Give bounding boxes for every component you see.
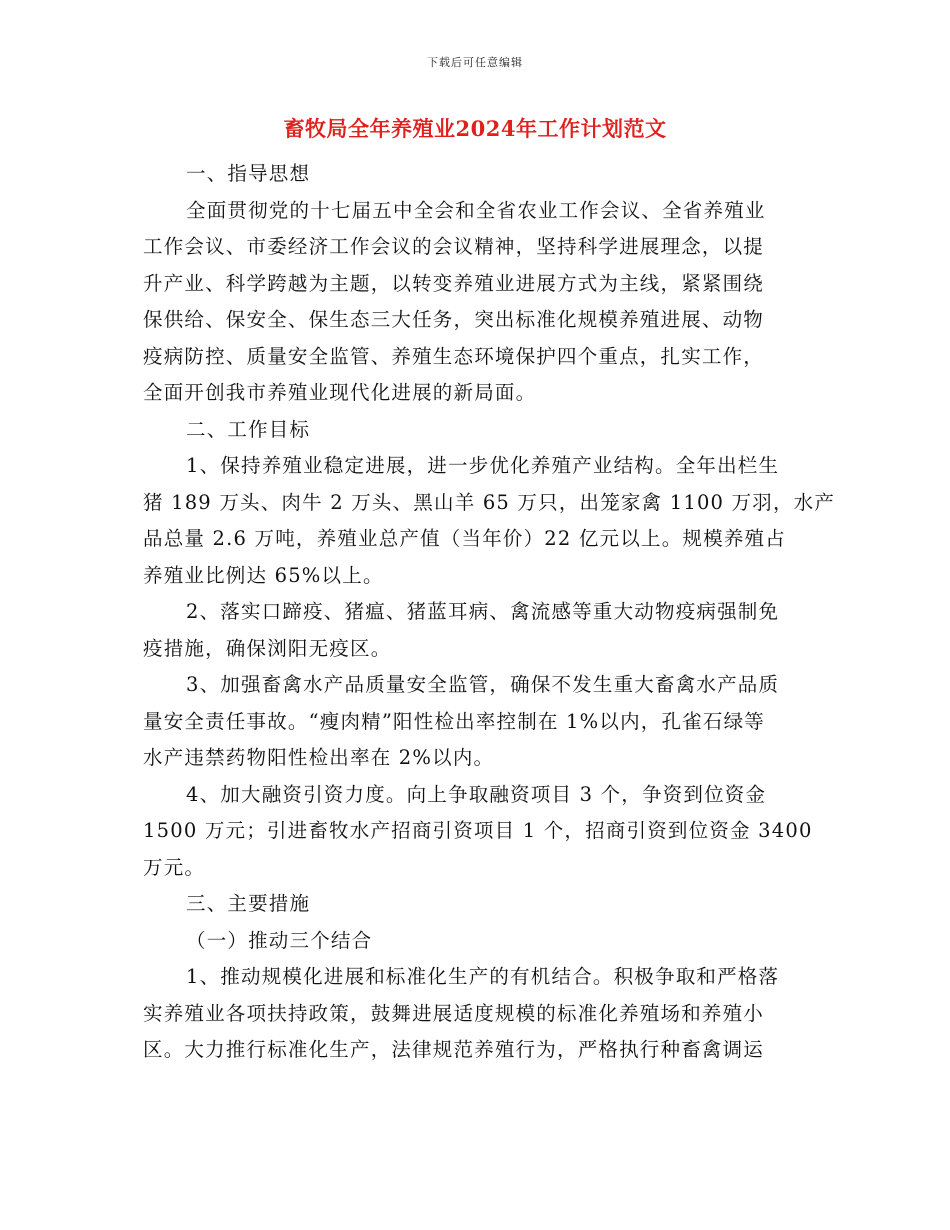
document-body	[143, 156, 836, 1069]
paragraph-line: 养殖业比例达 65%以上。	[143, 563, 384, 587]
section-heading-work-goals: 二、工作目标	[186, 417, 311, 441]
paragraph-line: 1、保持养殖业稳定进展，进一步优化养殖产业结构。全年出栏生	[186, 454, 780, 477]
paragraph-line: 量安全责任事故。“瘦肉精”阳性检出率控制在 1%以内，孔雀石绿等	[143, 709, 765, 733]
document-title: 畜牧局全年养殖业2024年工作计划范文	[283, 116, 667, 141]
header-note: 下载后可任意编辑	[427, 56, 523, 69]
paragraph-line: 工作会议、市委经济工作会议的会议精神，坚持科学进展理念，以提	[143, 235, 765, 258]
paragraph-line: 实养殖业各项扶持政策，鼓舞进展适度规模的标准化养殖场和养殖小	[143, 1001, 765, 1025]
paragraph-line: 1500 万元；引进畜牧水产招商引资项目 1 个，招商引资到位资金 3400	[143, 819, 813, 842]
paragraph-line: 疫病防控、质量安全监管、养殖生态环境保护四个重点，扎实工作，	[143, 344, 765, 368]
paragraph-line: 全面开创我市养殖业现代化进展的新局面。	[143, 381, 537, 404]
paragraph-line: 水产违禁药物阳性检出率在 2%以内。	[143, 746, 495, 769]
paragraph-line: 万元。	[143, 855, 206, 879]
paragraph-line: 猪 189 万头、肉牛 2 万头、黑山羊 65 万只，出笼家禽 1100 万羽，水产	[143, 490, 836, 514]
paragraph-line: 疫措施，确保浏阳无疫区。	[143, 636, 392, 660]
paragraph-line: 2、落实口蹄疫、猪瘟、猪蓝耳病、禽流感等重大动物疫病强制免	[186, 600, 780, 623]
paragraph-line: 升产业、科学跨越为主题，以转变养殖业进展方式为主线，紧紧围绕	[143, 271, 765, 295]
section-heading-main-measures: 三、主要措施	[186, 892, 311, 915]
paragraph-line: 全面贯彻党的十七届五中全会和全省农业工作会议、全省养殖业	[186, 198, 766, 222]
paragraph-line: 品总量 2.6 万吨，养殖业总产值（当年价）22 亿元以上。规模养殖占	[143, 527, 786, 550]
subsection-heading: （一）推动三个结合	[186, 928, 373, 952]
section-heading-guiding-ideology: 一、指导思想	[186, 162, 311, 185]
paragraph-line: 3、加强畜禽水产品质量安全监管，确保不发生重大畜禽水产品质	[186, 673, 780, 696]
paragraph-line: 区。大力推行标准化生产，法律规范养殖行为，严格执行种畜禽调运	[143, 1038, 765, 1061]
paragraph-line: 1、推动规模化进展和标准化生产的有机结合。积极争取和严格落	[186, 965, 780, 988]
paragraph-line: 4、加大融资引资力度。向上争取融资项目 3 个，争资到位资金	[186, 782, 767, 806]
paragraph-line: 保供给、保安全、保生态三大任务，突出标准化规模养殖进展、动物	[143, 308, 765, 331]
